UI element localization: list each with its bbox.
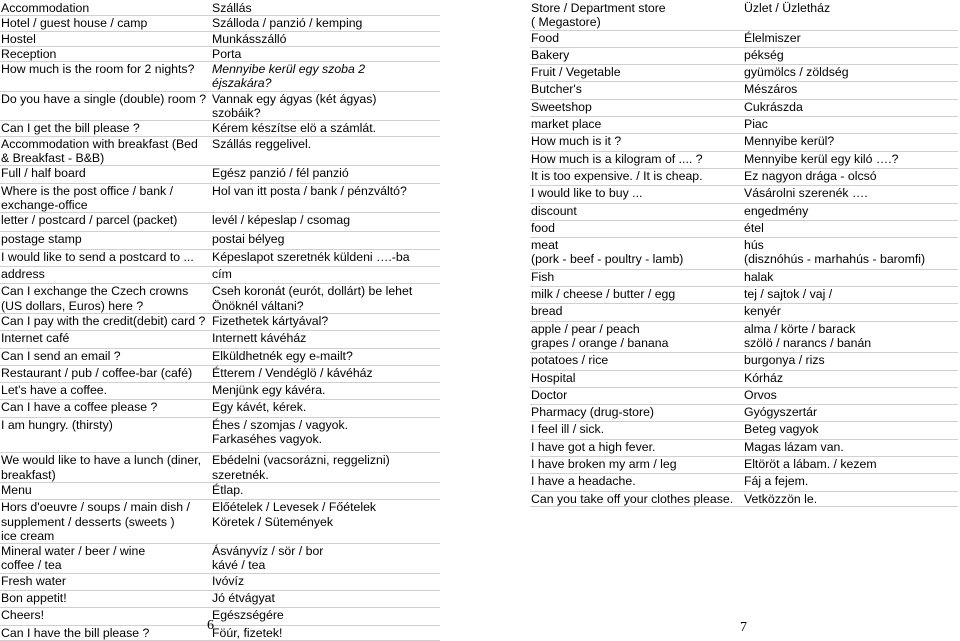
phrase-table-left <box>0 1 440 641</box>
hungarian-phrase: Orvos <box>743 387 958 404</box>
english-phrase: meat (pork - beef - poultry - lamb) <box>530 238 743 270</box>
table-row <box>0 625 440 640</box>
hungarian-phrase: Internett kávéház <box>211 331 440 348</box>
english-phrase: Can I have a coffee please ? <box>0 400 211 417</box>
table-row <box>530 439 958 456</box>
english-phrase: Bakery <box>530 47 743 64</box>
hungarian-phrase: Mennyibe kerül? <box>743 134 958 151</box>
english-phrase: Can I exchange the Czech crowns (US dollars, Euros) here ? <box>0 284 211 314</box>
table-row <box>0 383 440 400</box>
table-row <box>0 544 440 574</box>
english-phrase: Mineral water / beer / wine coffee / tea <box>0 544 211 574</box>
english-phrase: How much is the room for 2 nights? <box>0 62 211 92</box>
table-row <box>0 62 440 92</box>
table-row <box>530 65 958 82</box>
table-row <box>0 16 440 31</box>
hungarian-phrase: Piac <box>743 117 958 134</box>
table-row <box>530 117 958 134</box>
table-row <box>0 31 440 46</box>
hungarian-phrase: Vásárolni szerenék …. <box>743 186 958 203</box>
hungarian-phrase: Cukrászda <box>743 99 958 116</box>
table-row <box>530 474 958 491</box>
english-phrase: Hostel <box>0 31 211 46</box>
hungarian-phrase: Magas lázam van. <box>743 439 958 456</box>
english-phrase: Do you have a single (double) room ? <box>0 91 211 121</box>
table-row <box>530 99 958 116</box>
table-row <box>0 453 440 483</box>
hungarian-phrase: engedmény <box>743 203 958 220</box>
table-row <box>0 1 440 16</box>
english-phrase: milk / cheese / butter / egg <box>530 287 743 304</box>
hungarian-phrase: Ivóvíz <box>211 573 440 590</box>
hungarian-phrase: Vetközzön le. <box>743 491 958 506</box>
table-row <box>530 405 958 422</box>
table-row <box>530 238 958 270</box>
page-number-left: 6 <box>207 618 214 633</box>
table-row <box>530 30 958 47</box>
table-row <box>530 304 958 321</box>
english-phrase: Can I get the bill please ? <box>0 121 211 136</box>
hungarian-phrase: Kérem készítse elö a számlát. <box>211 121 440 136</box>
english-phrase: Hors d'oeuvre / soups / main dish / supplement / desserts (sweets ) ice cream <box>0 500 211 544</box>
table-row <box>530 269 958 286</box>
hungarian-phrase: Ez nagyon drága - olcsó <box>743 168 958 185</box>
left-page <box>0 1 440 641</box>
english-phrase: Where is the post office / bank / exchange-office <box>0 183 211 213</box>
hungarian-phrase: alma / körte / barack szölö / narancs / banán <box>743 321 958 353</box>
english-phrase: I would like to send a postcard to ... <box>0 249 211 266</box>
hungarian-phrase: Élelmiszer <box>743 30 958 47</box>
hungarian-phrase: Munkásszálló <box>211 31 440 46</box>
english-phrase: Doctor <box>530 387 743 404</box>
english-phrase: food <box>530 220 743 237</box>
hungarian-phrase: Vannak egy ágyas (két ágyas) szobáik? <box>211 91 440 121</box>
table-row <box>0 590 440 607</box>
english-phrase: Food <box>530 30 743 47</box>
hungarian-phrase: tej / sajtok / vaj / <box>743 287 958 304</box>
table-row <box>530 1 958 30</box>
page-number-right: 7 <box>740 620 747 635</box>
hungarian-phrase: Üzlet / Üzletház <box>743 1 958 30</box>
english-phrase: It is too expensive. / It is cheap. <box>530 168 743 185</box>
table-row <box>0 121 440 136</box>
english-phrase: bread <box>530 304 743 321</box>
right-page <box>530 1 960 507</box>
table-row <box>0 213 440 232</box>
hungarian-phrase: levél / képeslap / csomag <box>211 213 440 232</box>
hungarian-phrase: Egész panzió / fél panzió <box>211 166 440 183</box>
table-row <box>0 417 440 453</box>
hungarian-phrase: cím <box>211 267 440 284</box>
english-phrase: discount <box>530 203 743 220</box>
table-row <box>530 387 958 404</box>
table-row <box>530 353 958 370</box>
hungarian-phrase: pékség <box>743 47 958 64</box>
hungarian-phrase: étel <box>743 220 958 237</box>
hungarian-phrase: postai bélyeg <box>211 232 440 249</box>
table-row <box>0 482 440 499</box>
english-phrase: Hospital <box>530 370 743 387</box>
hungarian-phrase: Beteg vagyok <box>743 422 958 439</box>
hungarian-phrase: Egy kávét, kérek. <box>211 400 440 417</box>
hungarian-phrase: Fáj a fejem. <box>743 474 958 491</box>
hungarian-phrase: Porta <box>211 46 440 61</box>
hungarian-phrase: Mennyibe kerül egy szoba 2 éjszakára? <box>211 62 440 92</box>
english-phrase: address <box>0 267 211 284</box>
hungarian-phrase: Cseh koronát (eurót, dollárt) be lehet Önöknél váltani? <box>211 284 440 314</box>
table-row <box>0 500 440 544</box>
english-phrase: Fruit / Vegetable <box>530 65 743 82</box>
english-phrase: Bon appetit! <box>0 590 211 607</box>
table-row <box>530 491 958 506</box>
hungarian-phrase: burgonya / rizs <box>743 353 958 370</box>
table-row <box>530 151 958 168</box>
english-phrase: I feel ill / sick. <box>530 422 743 439</box>
english-phrase: We would like to have a lunch (diner, breakfast) <box>0 453 211 483</box>
table-row <box>530 47 958 64</box>
english-phrase: I have got a high fever. <box>530 439 743 456</box>
english-phrase: Accommodation with breakfast (Bed & Breakfast - B&B) <box>0 136 211 166</box>
hungarian-phrase: Ebédelni (vacsorázni, reggelizni) szeretnék. <box>211 453 440 483</box>
table-row <box>530 203 958 220</box>
hungarian-phrase: Képeslapot szeretnék küldeni ….-ba <box>211 249 440 266</box>
english-phrase: Menu <box>0 482 211 499</box>
english-phrase: Can you take off your clothes please. <box>530 491 743 506</box>
english-phrase: I have a headache. <box>530 474 743 491</box>
table-row <box>530 321 958 353</box>
english-phrase: I would like to buy ... <box>530 186 743 203</box>
english-phrase: Butcher's <box>530 82 743 99</box>
hungarian-phrase: Mennyibe kerül egy kiló ….? <box>743 151 958 168</box>
table-row <box>530 457 958 474</box>
table-row <box>530 370 958 387</box>
hungarian-phrase: Hol van itt posta / bank / pénzváltó? <box>211 183 440 213</box>
english-phrase: How much is a kilogram of .... ? <box>530 151 743 168</box>
hungarian-phrase: Mészáros <box>743 82 958 99</box>
table-row <box>530 220 958 237</box>
hungarian-phrase: Szállás <box>211 1 440 16</box>
table-row <box>0 331 440 348</box>
english-phrase: Fresh water <box>0 573 211 590</box>
table-row <box>0 232 440 249</box>
table-row <box>0 46 440 61</box>
hungarian-phrase: Kórház <box>743 370 958 387</box>
hungarian-phrase: gyümölcs / zöldség <box>743 65 958 82</box>
hungarian-phrase: Elküldhetnék egy e-mailt? <box>211 348 440 365</box>
table-row <box>0 166 440 183</box>
hungarian-phrase: Étlap. <box>211 482 440 499</box>
hungarian-phrase: Szállás reggelivel. <box>211 136 440 166</box>
table-row <box>530 287 958 304</box>
hungarian-phrase: Egészségére <box>211 608 440 625</box>
table-row <box>530 186 958 203</box>
english-phrase: Store / Department store ( Megastore) <box>530 1 743 30</box>
english-phrase: Hotel / guest house / camp <box>0 16 211 31</box>
hungarian-phrase: hús (disznóhús - marhahús - baromfi) <box>743 238 958 270</box>
english-phrase: letter / postcard / parcel (packet) <box>0 213 211 232</box>
hungarian-phrase: kenyér <box>743 304 958 321</box>
table-row <box>0 400 440 417</box>
table-row <box>0 348 440 365</box>
table-row <box>530 82 958 99</box>
english-phrase: I am hungry. (thirsty) <box>0 417 211 453</box>
table-row <box>0 267 440 284</box>
hungarian-phrase: Eltöröt a lábam. / kezem <box>743 457 958 474</box>
english-phrase: Let's have a coffee. <box>0 383 211 400</box>
english-phrase: apple / pear / peach grapes / orange / banana <box>530 321 743 353</box>
hungarian-phrase: Jó étvágyat <box>211 590 440 607</box>
hungarian-phrase: Előételek / Levesek / Főételek Köretek / Sütemények <box>211 500 440 544</box>
english-phrase: Pharmacy (drug-store) <box>530 405 743 422</box>
english-phrase: Can I pay with the credit(debit) card ? <box>0 313 211 330</box>
phrase-table-right <box>530 1 958 507</box>
hungarian-phrase: Föúr, fizetek! <box>211 625 440 640</box>
table-row <box>0 313 440 330</box>
english-phrase: Sweetshop <box>530 99 743 116</box>
english-phrase: Accommodation <box>0 1 211 16</box>
english-phrase: Can I have the bill please ? <box>0 625 211 640</box>
hungarian-phrase: Menjünk egy kávéra. <box>211 383 440 400</box>
english-phrase: Full / half board <box>0 166 211 183</box>
english-phrase: Cheers! <box>0 608 211 625</box>
table-row <box>530 422 958 439</box>
table-row <box>0 365 440 382</box>
table-row <box>0 608 440 625</box>
hungarian-phrase: halak <box>743 269 958 286</box>
english-phrase: Fish <box>530 269 743 286</box>
english-phrase: Internet café <box>0 331 211 348</box>
english-phrase: postage stamp <box>0 232 211 249</box>
english-phrase: Restaurant / pub / coffee-bar (café) <box>0 365 211 382</box>
english-phrase: I have broken my arm / leg <box>530 457 743 474</box>
table-row <box>0 183 440 213</box>
english-phrase: Can I send an email ? <box>0 348 211 365</box>
hungarian-phrase: Étterem / Vendéglö / kávéház <box>211 365 440 382</box>
table-row <box>0 136 440 166</box>
english-phrase: potatoes / rice <box>530 353 743 370</box>
hungarian-phrase: Gyógyszertár <box>743 405 958 422</box>
table-row <box>0 91 440 121</box>
english-phrase: Reception <box>0 46 211 61</box>
hungarian-phrase: Fizethetek kártyával? <box>211 313 440 330</box>
table-row <box>0 573 440 590</box>
hungarian-phrase: Ásványvíz / sör / bor kávé / tea <box>211 544 440 574</box>
table-row <box>530 134 958 151</box>
hungarian-phrase: Szálloda / panzió / kemping <box>211 16 440 31</box>
table-row <box>530 168 958 185</box>
hungarian-phrase: Éhes / szomjas / vagyok. Farkaséhes vagyok. <box>211 417 440 453</box>
table-row <box>0 284 440 314</box>
table-row <box>0 249 440 266</box>
english-phrase: How much is it ? <box>530 134 743 151</box>
english-phrase: market place <box>530 117 743 134</box>
